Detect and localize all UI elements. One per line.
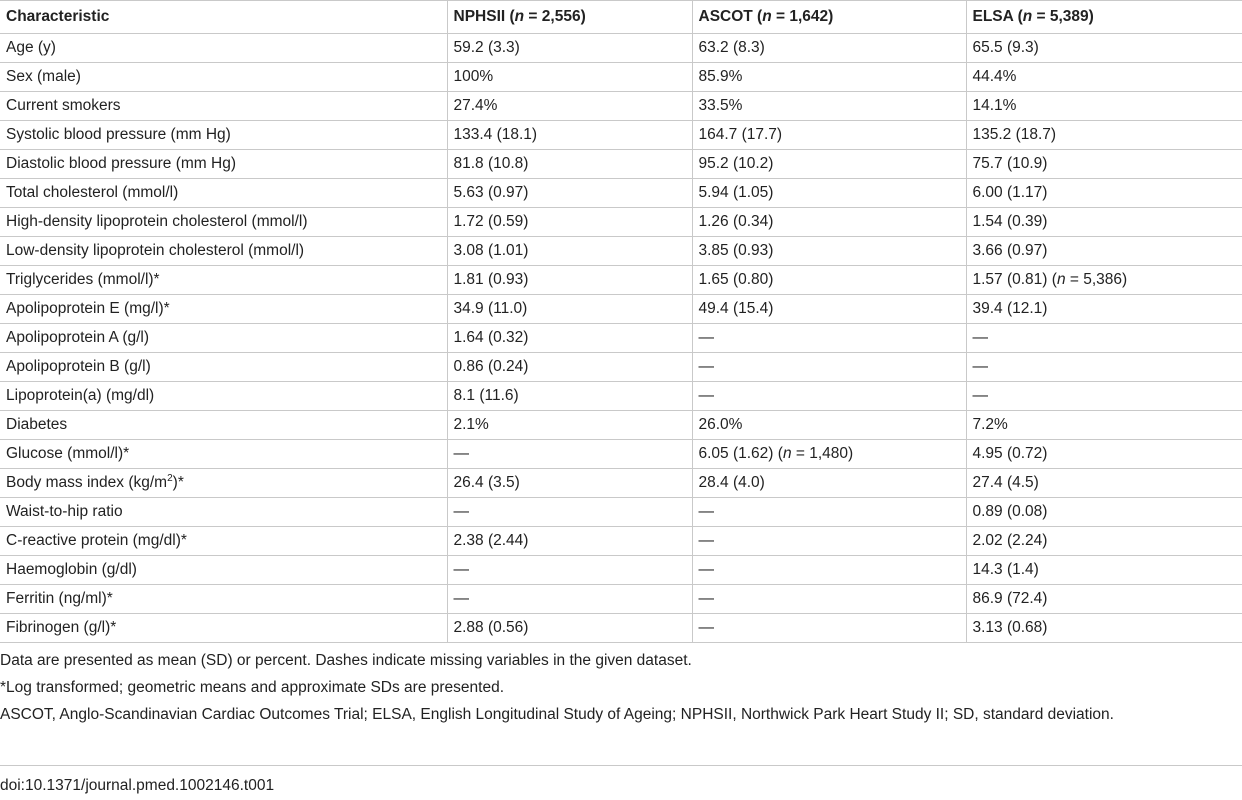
- cell-ascot: —: [692, 614, 966, 643]
- table-row: [0, 411, 1242, 440]
- cell-characteristic: Current smokers: [0, 92, 447, 121]
- header-ascot: ASCOT (n = 1,642): [692, 1, 966, 34]
- footnote-log-transformed: *Log transformed; geometric means and approximate SDs are presented.: [0, 679, 505, 696]
- cell-elsa: 27.4 (4.5): [966, 469, 1242, 498]
- cell-ascot: 1.26 (0.34): [692, 208, 966, 237]
- table-row: [0, 63, 1242, 92]
- cell-elsa: 65.5 (9.3): [966, 34, 1242, 63]
- cell-nphsii: 133.4 (18.1): [447, 121, 692, 150]
- cell-elsa: 1.54 (0.39): [966, 208, 1242, 237]
- cell-ascot: —: [692, 556, 966, 585]
- footnote-abbreviations: ASCOT, Anglo-Scandinavian Cardiac Outcomes Trial; ELSA, English Longitudinal Study of Ageing; NPHSII, Northwick Park Heart Study II; SD, standard deviation.: [0, 706, 1114, 723]
- header-elsa: ELSA (n = 5,389): [966, 1, 1242, 34]
- cell-nphsii: 2.1%: [447, 411, 692, 440]
- table-row: [0, 353, 1242, 382]
- table-footnotes: [0, 650, 1236, 731]
- cell-elsa: 0.89 (0.08): [966, 498, 1242, 527]
- cell-characteristic: Ferritin (ng/ml)*: [0, 585, 447, 614]
- cell-nphsii: 0.86 (0.24): [447, 353, 692, 382]
- cell-characteristic: Apolipoprotein E (mg/l)*: [0, 295, 447, 324]
- cell-elsa: 39.4 (12.1): [966, 295, 1242, 324]
- doi-text: doi:10.1371/journal.pmed.1002146.t001: [0, 777, 275, 794]
- cell-characteristic: Glucose (mmol/l)*: [0, 440, 447, 469]
- cell-ascot: 5.94 (1.05): [692, 179, 966, 208]
- cell-nphsii: 2.88 (0.56): [447, 614, 692, 643]
- cell-ascot: 63.2 (8.3): [692, 34, 966, 63]
- cell-elsa: 135.2 (18.7): [966, 121, 1242, 150]
- table-row: [0, 150, 1242, 179]
- cell-characteristic: Diabetes: [0, 411, 447, 440]
- cell-ascot: 26.0%: [692, 411, 966, 440]
- cell-nphsii: 26.4 (3.5): [447, 469, 692, 498]
- table-row: [0, 585, 1242, 614]
- cell-nphsii: 2.38 (2.44): [447, 527, 692, 556]
- table-row: [0, 527, 1242, 556]
- cell-nphsii: 3.08 (1.01): [447, 237, 692, 266]
- table-row: [0, 556, 1242, 585]
- cell-elsa: 2.02 (2.24): [966, 527, 1242, 556]
- header-characteristic: Characteristic: [0, 1, 447, 34]
- cell-nphsii: 1.64 (0.32): [447, 324, 692, 353]
- cell-ascot: 49.4 (15.4): [692, 295, 966, 324]
- cell-elsa: —: [966, 382, 1242, 411]
- cell-ascot: 85.9%: [692, 63, 966, 92]
- cell-elsa: 1.57 (0.81) (n = 5,386): [966, 266, 1242, 295]
- cell-nphsii: 1.81 (0.93): [447, 266, 692, 295]
- table-row: [0, 208, 1242, 237]
- cell-ascot: 6.05 (1.62) (n = 1,480): [692, 440, 966, 469]
- cell-characteristic: Low-density lipoprotein cholesterol (mmol/l): [0, 237, 447, 266]
- table-row: [0, 382, 1242, 411]
- cell-elsa: 7.2%: [966, 411, 1242, 440]
- cell-elsa: 44.4%: [966, 63, 1242, 92]
- cell-characteristic: Lipoprotein(a) (mg/dl): [0, 382, 447, 411]
- cell-nphsii: 34.9 (11.0): [447, 295, 692, 324]
- cell-nphsii: —: [447, 556, 692, 585]
- table-row: [0, 614, 1242, 643]
- table-row: [0, 324, 1242, 353]
- cell-ascot: 33.5%: [692, 92, 966, 121]
- cell-elsa: 14.3 (1.4): [966, 556, 1242, 585]
- table-row: [0, 92, 1242, 121]
- cell-elsa: 6.00 (1.17): [966, 179, 1242, 208]
- header-nphsii: NPHSII (n = 2,556): [447, 1, 692, 34]
- cell-nphsii: 5.63 (0.97): [447, 179, 692, 208]
- cell-nphsii: 8.1 (11.6): [447, 382, 692, 411]
- cell-elsa: —: [966, 324, 1242, 353]
- cell-characteristic: Apolipoprotein B (g/l): [0, 353, 447, 382]
- cell-nphsii: —: [447, 440, 692, 469]
- cell-nphsii: —: [447, 498, 692, 527]
- cell-ascot: 95.2 (10.2): [692, 150, 966, 179]
- table-row: [0, 266, 1242, 295]
- cell-characteristic: Body mass index $(kg/m^2)*$: [0, 469, 447, 498]
- table-header-row: [0, 1, 1242, 34]
- table-row: [0, 295, 1242, 324]
- cell-characteristic: Apolipoprotein A (g/l): [0, 324, 447, 353]
- cell-characteristic: Age (y): [0, 34, 447, 63]
- cell-characteristic: C-reactive protein (mg/dl)*: [0, 527, 447, 556]
- table-row: [0, 237, 1242, 266]
- cell-characteristic: High-density lipoprotein cholesterol (mmol/l): [0, 208, 447, 237]
- cell-elsa: 4.95 (0.72): [966, 440, 1242, 469]
- cell-characteristic: Systolic blood pressure (mm Hg): [0, 121, 447, 150]
- cell-elsa: 3.66 (0.97): [966, 237, 1242, 266]
- cell-nphsii: 81.8 (10.8): [447, 150, 692, 179]
- cell-characteristic: Haemoglobin (g/dl): [0, 556, 447, 585]
- table-row: [0, 121, 1242, 150]
- cell-ascot: —: [692, 527, 966, 556]
- cell-characteristic: Diastolic blood pressure (mm Hg): [0, 150, 447, 179]
- cell-elsa: 3.13 (0.68): [966, 614, 1242, 643]
- cell-ascot: —: [692, 498, 966, 527]
- cell-ascot: —: [692, 353, 966, 382]
- cell-ascot: 3.85 (0.93): [692, 237, 966, 266]
- cell-ascot: 28.4 (4.0): [692, 469, 966, 498]
- cell-nphsii: 100%: [447, 63, 692, 92]
- cell-ascot: 1.65 (0.80): [692, 266, 966, 295]
- cell-ascot: 164.7 (17.7): [692, 121, 966, 150]
- cell-characteristic: Total cholesterol (mmol/l): [0, 179, 447, 208]
- cell-nphsii: 27.4%: [447, 92, 692, 121]
- cell-ascot: —: [692, 324, 966, 353]
- cell-nphsii: 59.2 (3.3): [447, 34, 692, 63]
- cell-ascot: —: [692, 382, 966, 411]
- cell-elsa: —: [966, 353, 1242, 382]
- cell-ascot: —: [692, 585, 966, 614]
- cell-characteristic: Waist-to-hip ratio: [0, 498, 447, 527]
- table-row: [0, 469, 1242, 498]
- table-row: [0, 498, 1242, 527]
- table-body: [0, 34, 1242, 643]
- cell-elsa: 86.9 (72.4): [966, 585, 1242, 614]
- table-row: [0, 34, 1242, 63]
- cell-elsa: 14.1%: [966, 92, 1242, 121]
- table-row: [0, 179, 1242, 208]
- table-row: [0, 440, 1242, 469]
- cell-characteristic: Sex (male): [0, 63, 447, 92]
- cell-nphsii: —: [447, 585, 692, 614]
- footnote-data-presentation: Data are presented as mean (SD) or percent. Dashes indicate missing variables in the given dataset.: [0, 652, 692, 669]
- cell-characteristic: Fibrinogen (g/l)*: [0, 614, 447, 643]
- cell-elsa: 75.7 (10.9): [966, 150, 1242, 179]
- footer-divider: [0, 765, 1242, 766]
- cell-characteristic: Triglycerides (mmol/l)*: [0, 266, 447, 295]
- cell-nphsii: 1.72 (0.59): [447, 208, 692, 237]
